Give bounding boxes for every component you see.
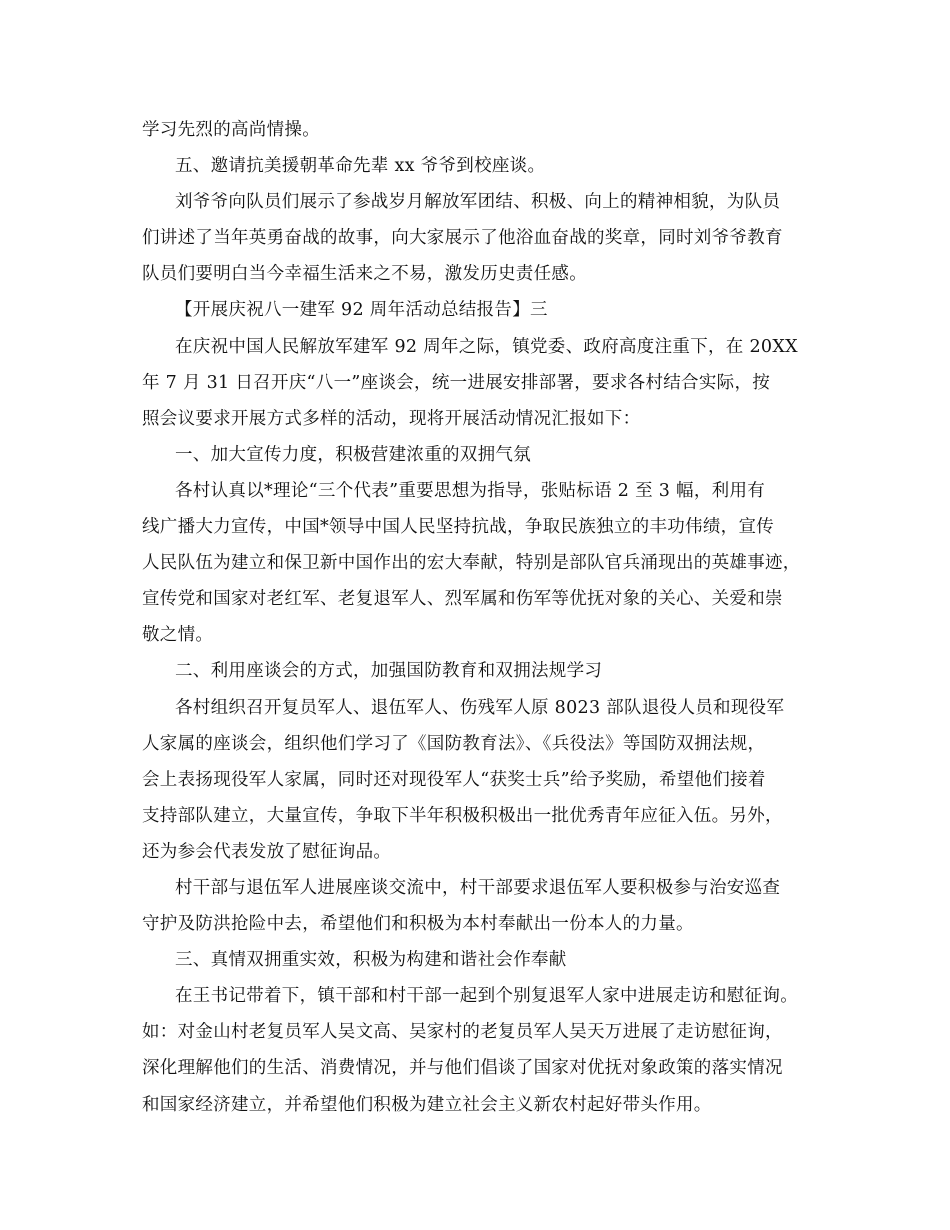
text-line: 五、邀请抗美援朝革命先辈 xx 爷爷到校座谈。 <box>175 156 546 177</box>
text-line: 支持部队建立，大量宣传，争取下半年积极积极出一批优秀青年应征入伍。另外， <box>142 805 783 826</box>
text-line: 村干部与退伍军人进展座谈交流中，村干部要求退伍军人要积极参与治安巡查 <box>175 877 781 898</box>
text-line: 学习先烈的高尚情操。 <box>142 120 320 140</box>
text-line: 宣传党和国家对老红军、老复退军人、烈军属和伤军等优抚对象的关心、关爱和崇 <box>142 589 783 610</box>
text-line: 队员们要明白当今幸福生活来之不易，激发历史责任感。 <box>142 264 587 285</box>
text-line: 如：对金山村老复员军人吴文高、吴家村的老复员军人吴天万进展了走访慰征询， <box>142 1022 783 1043</box>
document-body <box>142 112 812 1123</box>
text-line: 二、利用座谈会的方式，加强国防教育和双拥法规学习 <box>175 661 603 682</box>
text-line: 在庆祝中国人民解放军建军 92 周年之际，镇党委、政府高度注重下，在 20XX <box>175 336 798 357</box>
text-line: 深化理解他们的生活、消费情况，并与他们倡谈了国家对优抚对象政策的落实情况 <box>142 1058 783 1079</box>
text-line: 【开展庆祝八一建军 92 周年活动总结报告】三 <box>175 300 548 321</box>
text-line: 照会议要求开展方式多样的活动，现将开展活动情况汇报如下： <box>142 408 641 429</box>
text-line: 三、真情双拥重实效，积极为构建和谐社会作奉献 <box>175 950 567 971</box>
text-line: 刘爷爷向队员们展示了参战岁月解放军团结、积极、向上的精神相貌，为队员 <box>175 192 781 213</box>
text-line: 们讲述了当年英勇奋战的故事，向大家展示了他浴血奋战的奖章，同时刘爷爷教育 <box>142 228 783 249</box>
text-line: 线广播大力宣传，中国*领导中国人民坚持抗战，争取民族独立的丰功伟绩，宣传 <box>142 517 775 538</box>
text-line: 一、加大宣传力度，积极营建浓重的双拥气氛 <box>175 444 531 465</box>
text-line: 还为参会代表发放了慰征询品。 <box>142 841 392 862</box>
text-line: 守护及防洪抢险中去，希望他们和积极为本村奉献出一份本人的力量。 <box>142 914 694 935</box>
text-line: 在王书记带着下，镇干部和村干部一起到个别复退军人家中进展走访和慰征询。 <box>175 986 798 1007</box>
text-line: 人家属的座谈会，组织他们学习了《国防教育法》、《兵役法》等国防双拥法规， <box>142 733 766 754</box>
text-line: 年 7 月 31 日召开庆“八一”座谈会，统一进展安排部署，要求各村结合实际，按 <box>142 372 771 393</box>
text-line: 人民队伍为建立和保卫新中国作出的宏大奉献，特别是部队官兵涌现出的英雄事迹， <box>142 553 801 574</box>
text-line: 各村认真以*理论“三个代表”重要思想为指导，张贴标语 2 至 3 幅，利用有 <box>175 480 766 501</box>
text-line: 各村组织召开复员军人、退伍军人、伤残军人原 8023 部队退役人员和现役军 <box>175 697 785 718</box>
text-line: 和国家经济建立，并希望他们积极为建立社会主义新农村起好带头作用。 <box>142 1094 712 1115</box>
text-line: 敬之情。 <box>142 625 214 646</box>
text-line: 会上表扬现役军人家属，同时还对现役军人“获奖士兵”给予奖励，希望他们接着 <box>142 769 766 790</box>
